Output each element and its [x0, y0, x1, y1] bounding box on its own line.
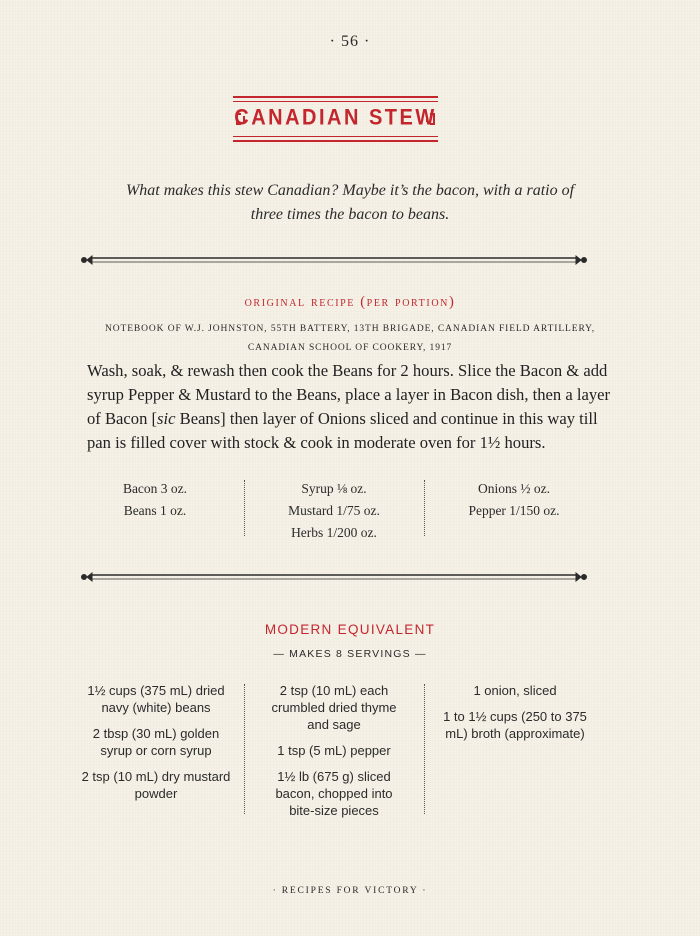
page-title: CANADIAN STEW — [234, 105, 437, 131]
source-line: CANADIAN SCHOOL OF COOKERY, 1917 — [247, 343, 453, 353]
original-ingredients-col-3 — [438, 478, 590, 522]
modern-ingredients-col-1 — [80, 682, 232, 811]
ingredient: 1½ cups (375 mL) dried navy (white) beans — [87, 683, 225, 715]
ingredient: 2 tbsp (30 mL) golden syrup or corn syrup — [92, 726, 220, 758]
column-separator — [244, 480, 245, 536]
sic-note: sic — [157, 409, 176, 428]
original-recipe-heading: original recipe (per portion) — [244, 294, 456, 310]
intro-line: three times the bacon to beans. — [250, 206, 450, 223]
column-separator — [424, 480, 425, 536]
ingredient: 1 onion, sliced — [473, 683, 557, 698]
title-banner — [233, 94, 438, 144]
original-ingredients-col-1 — [88, 478, 222, 522]
intro-line: What makes this stew Canadian? Maybe it’s the bacon, with a ratio of — [125, 182, 575, 199]
recipe-text: Wash, soak, & rewash then cook the Beans for 2 hours. Slice the Bacon & add syrup Pepper & Mustard to the Beans, place a layer in Bacon dish, then a layer of Bacon [ — [87, 361, 611, 428]
ingredient: 2 tsp (10 mL) dry mustard powder — [81, 769, 231, 801]
column-separator — [424, 684, 425, 814]
ingredient: Beans 1 oz. — [123, 503, 187, 518]
original-ingredients-col-2 — [256, 478, 412, 544]
ingredient: Herbs 1/200 oz. — [291, 525, 377, 540]
intro-text — [0, 179, 700, 227]
source-line: NOTEBOOK OF W.J. JOHNSTON, 55TH BATTERY, 13TH BRIGADE, CANADIAN FIELD ARTILLERY, — [105, 324, 595, 334]
running-footer: · RECIPES FOR VICTORY · — [272, 886, 428, 896]
original-recipe-body — [87, 359, 615, 455]
ingredient: Pepper 1/150 oz. — [468, 503, 560, 518]
ingredient: 1½ lb (675 g) sliced bacon, chopped into bite-size pieces — [275, 769, 393, 818]
source-note — [0, 320, 700, 358]
divider-ornament-icon — [78, 570, 590, 584]
ingredient: Mustard 1/75 oz. — [288, 503, 380, 518]
recipe-text: Beans] then layer of Onions sliced and continue in this way till pan is filled cover with stock & cook in moderate oven for 1½ hours. — [87, 409, 598, 452]
ingredient: 1 to 1½ cups (250 to 375 mL) broth (approximate) — [443, 709, 587, 741]
ingredient: Onions ½ oz. — [478, 481, 550, 496]
modern-ingredients-col-3 — [440, 682, 590, 751]
divider-ornament-icon — [78, 253, 590, 267]
modern-equivalent-heading: MODERN EQUIVALENT — [264, 622, 436, 637]
ingredient: Syrup ⅛ oz. — [301, 481, 367, 496]
page-number: · 56 · — [329, 33, 371, 50]
ingredient: Bacon 3 oz. — [122, 481, 188, 496]
column-separator — [244, 684, 245, 814]
servings-note: — MAKES 8 SERVINGS — — [273, 648, 427, 660]
ingredient: 1 tsp (5 mL) pepper — [277, 743, 391, 758]
modern-ingredients-col-2 — [264, 682, 404, 828]
ingredient: 2 tsp (10 mL) each crumbled dried thyme and sage — [271, 683, 397, 732]
